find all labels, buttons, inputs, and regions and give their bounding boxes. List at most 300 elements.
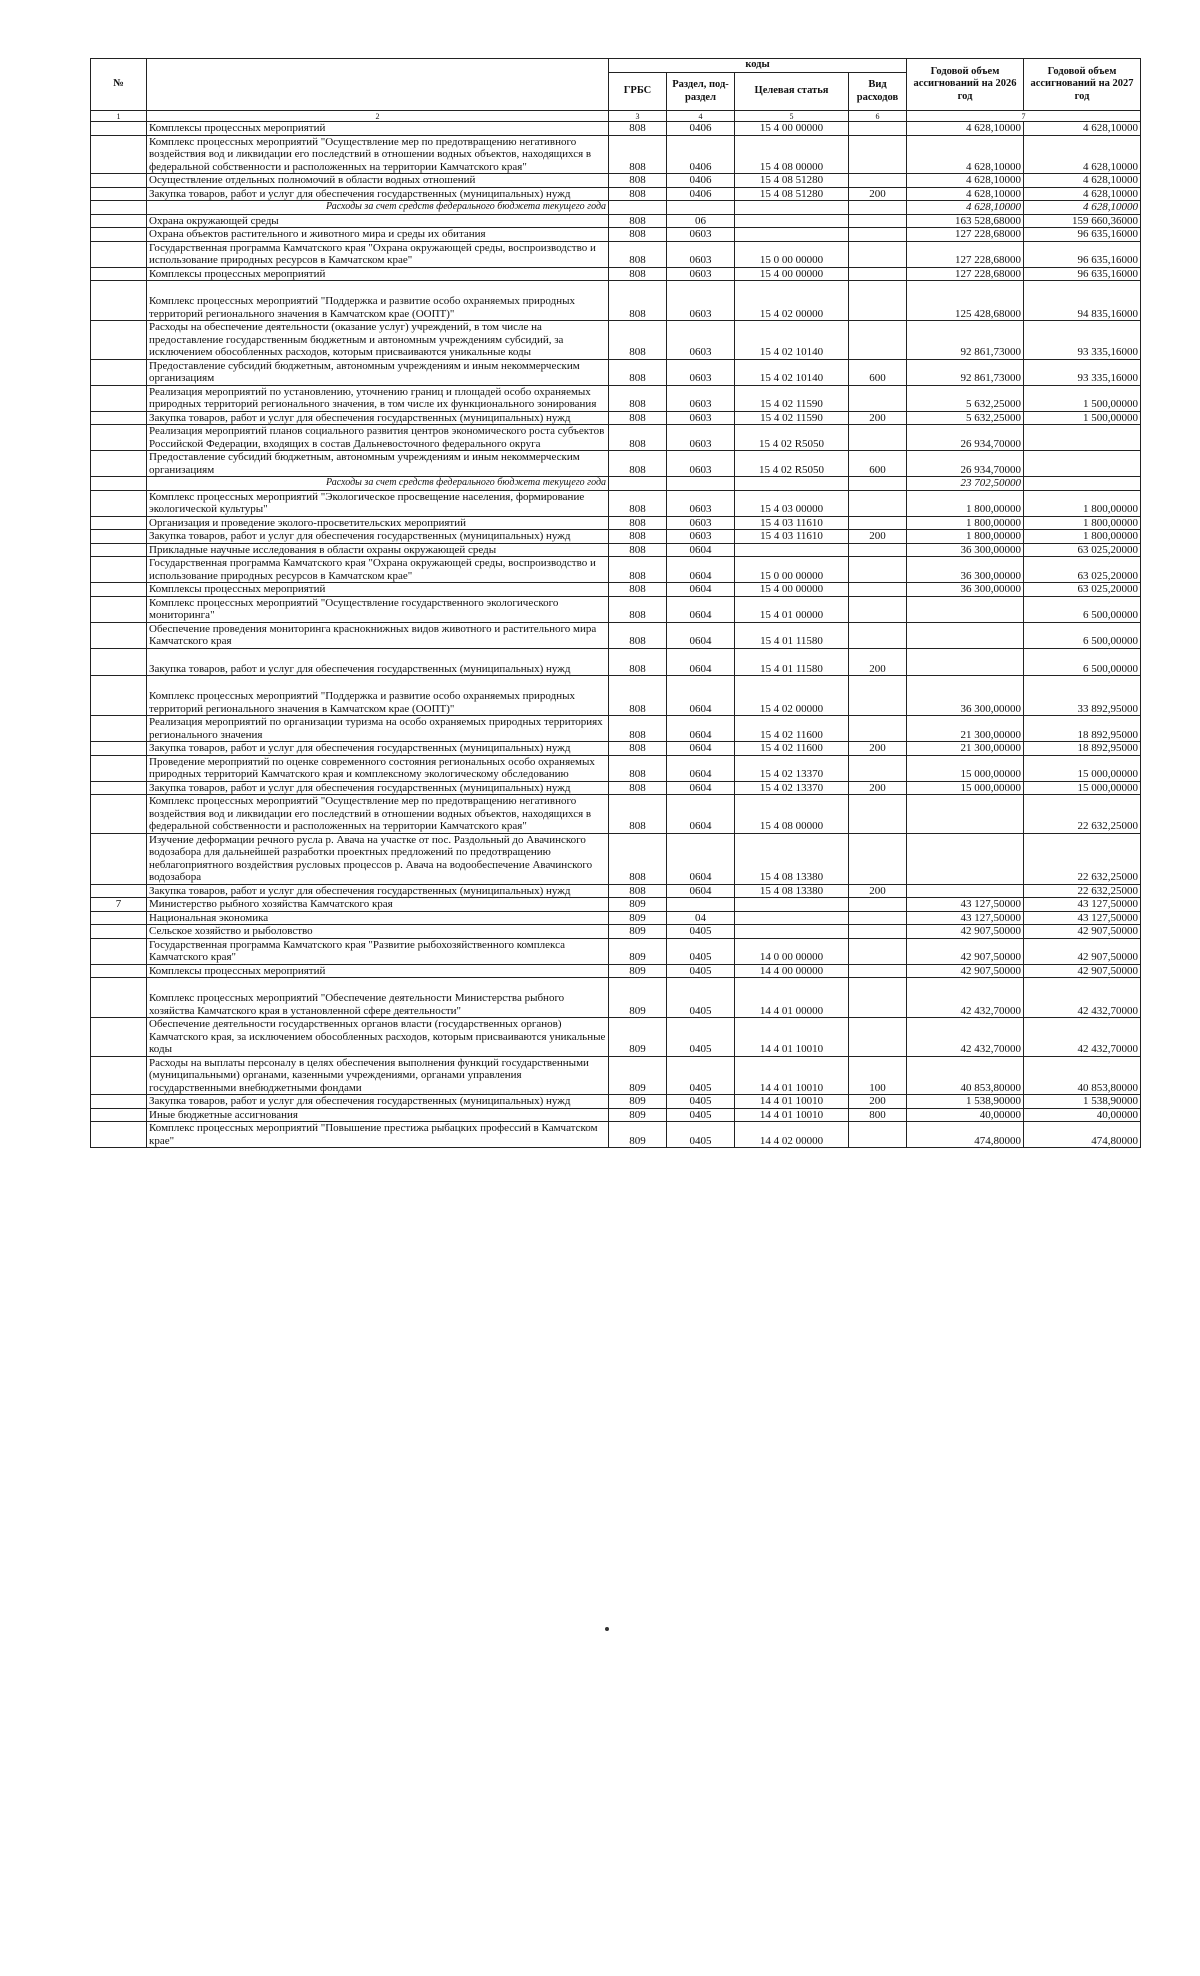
row-target-article: 15 4 03 11610: [735, 516, 849, 530]
row-name: Реализация мероприятий планов социального развития центров экономического роста субъектов Российской Федерации, входящих в состав Дальневосточного федерального округа: [147, 425, 609, 451]
row-section: 0405: [667, 925, 735, 939]
row-amount-2027: 93 335,16000: [1024, 321, 1141, 360]
row-section: 0405: [667, 1056, 735, 1095]
row-section: 0405: [667, 1108, 735, 1122]
row-amount-2026: 5 632,25000: [907, 411, 1024, 425]
row-grbs: 808: [609, 385, 667, 411]
table-row: [91, 648, 1141, 676]
row-target-article: 14 4 01 10010: [735, 1108, 849, 1122]
row-section: 0405: [667, 964, 735, 978]
table-row: [91, 795, 1141, 834]
row-target-article: 15 4 02 11590: [735, 385, 849, 411]
row-section: 0405: [667, 1018, 735, 1057]
row-section: 06: [667, 214, 735, 228]
row-target-article: 15 4 02 11600: [735, 742, 849, 756]
row-expense-type: 800: [849, 1108, 907, 1122]
row-grbs: 808: [609, 884, 667, 898]
row-name: Комплекс процессных мероприятий "Осуществление мер по предотвращению негативного воздействия вод и ликвидации его последствий в отношении водных объектов, находящихся в федеральной собственности и расположенных на территории Камчатского края": [147, 135, 609, 174]
row-grbs: 809: [609, 925, 667, 939]
row-section: 0604: [667, 742, 735, 756]
row-amount-2026: 36 300,00000: [907, 583, 1024, 597]
row-number: [91, 755, 147, 781]
row-grbs: 808: [609, 530, 667, 544]
table-row: [91, 622, 1141, 648]
row-amount-2026: [907, 795, 1024, 834]
row-target-article: 15 4 00 00000: [735, 583, 849, 597]
row-amount-2027: 474,80000: [1024, 1122, 1141, 1148]
row-amount-2026: 127 228,68000: [907, 228, 1024, 242]
row-amount-2026: 26 934,70000: [907, 425, 1024, 451]
row-target-article: 15 4 02 13370: [735, 755, 849, 781]
table-row: [91, 425, 1141, 451]
row-expense-type: [849, 490, 907, 516]
row-name: Расходы за счет средств федерального бюджета текущего года: [147, 477, 609, 491]
row-number: [91, 742, 147, 756]
row-number: [91, 425, 147, 451]
row-number: [91, 1122, 147, 1148]
row-number: [91, 267, 147, 281]
header-section: Раздел, под-раздел: [667, 73, 735, 111]
row-number: [91, 321, 147, 360]
row-grbs: 808: [609, 648, 667, 676]
row-section: 0405: [667, 1095, 735, 1109]
row-number: [91, 964, 147, 978]
row-number: [91, 795, 147, 834]
header-codes: коды: [609, 59, 907, 73]
table-row: [91, 1122, 1141, 1148]
row-grbs: 808: [609, 187, 667, 201]
row-amount-2026: 42 432,70000: [907, 978, 1024, 1018]
row-name: Комплексы процессных мероприятий: [147, 583, 609, 597]
row-number: [91, 1095, 147, 1109]
row-grbs: 808: [609, 281, 667, 321]
row-grbs: 809: [609, 1122, 667, 1148]
row-grbs: 808: [609, 596, 667, 622]
row-section: 0604: [667, 596, 735, 622]
row-amount-2027: 42 907,50000: [1024, 938, 1141, 964]
row-number: [91, 1108, 147, 1122]
row-amount-2026: 92 861,73000: [907, 359, 1024, 385]
row-number: [91, 228, 147, 242]
table-row: [91, 1108, 1141, 1122]
row-target-article: 15 4 02 10140: [735, 321, 849, 360]
row-grbs: 808: [609, 359, 667, 385]
row-grbs: 808: [609, 321, 667, 360]
row-number: [91, 596, 147, 622]
row-name: Закупка товаров, работ и услуг для обеспечения государственных (муниципальных) нужд: [147, 1095, 609, 1109]
row-amount-2026: 474,80000: [907, 1122, 1024, 1148]
row-section: 0603: [667, 451, 735, 477]
row-grbs: 808: [609, 174, 667, 188]
table-row: [91, 898, 1141, 912]
row-name: Охрана окружающей среды: [147, 214, 609, 228]
table-row: [91, 781, 1141, 795]
header-name: [147, 59, 609, 111]
row-section: 0603: [667, 241, 735, 267]
row-amount-2027: 96 635,16000: [1024, 241, 1141, 267]
row-target-article: 15 4 08 00000: [735, 795, 849, 834]
row-expense-type: [849, 385, 907, 411]
row-amount-2026: 15 000,00000: [907, 781, 1024, 795]
row-amount-2027: 1 800,00000: [1024, 516, 1141, 530]
header-grbs: ГРБС: [609, 73, 667, 111]
header-exp-type: Вид расходов: [849, 73, 907, 111]
row-target-article: [735, 898, 849, 912]
row-target-article: 14 4 01 00000: [735, 978, 849, 1018]
row-number: [91, 884, 147, 898]
table-row: [91, 543, 1141, 557]
row-name: Комплекс процессных мероприятий "Осуществление государственного экологического мониторинга": [147, 596, 609, 622]
row-amount-2027: 42 907,50000: [1024, 964, 1141, 978]
row-section: 0604: [667, 833, 735, 884]
row-expense-type: [849, 583, 907, 597]
row-grbs: 809: [609, 964, 667, 978]
row-expense-type: [849, 214, 907, 228]
row-grbs: 809: [609, 1056, 667, 1095]
row-grbs: 808: [609, 411, 667, 425]
row-expense-type: [849, 938, 907, 964]
row-number: [91, 241, 147, 267]
row-name: Иные бюджетные ассигнования: [147, 1108, 609, 1122]
row-amount-2027: 1 538,90000: [1024, 1095, 1141, 1109]
table-row: [91, 978, 1141, 1018]
row-expense-type: 200: [849, 1095, 907, 1109]
row-target-article: 15 4 08 13380: [735, 833, 849, 884]
row-grbs: 808: [609, 795, 667, 834]
row-name: Реализация мероприятий по организации туризма на особо охраняемых природных территориях регионального значения: [147, 716, 609, 742]
table-row: [91, 451, 1141, 477]
row-section: 0406: [667, 135, 735, 174]
row-amount-2026: [907, 884, 1024, 898]
row-target-article: 15 4 01 11580: [735, 622, 849, 648]
row-name: Реализация мероприятий по установлению, уточнению границ и площадей особо охраняемых природных территорий регионального значения, в том числе их функционального зонирования: [147, 385, 609, 411]
table-row: [91, 530, 1141, 544]
row-section: 04: [667, 911, 735, 925]
row-expense-type: [849, 898, 907, 912]
row-name: Комплексы процессных мероприятий: [147, 122, 609, 136]
row-amount-2027: 159 660,36000: [1024, 214, 1141, 228]
row-section: 0405: [667, 1122, 735, 1148]
row-name: Организация и проведение эколого-просветительских мероприятий: [147, 516, 609, 530]
col-number: 1: [91, 111, 147, 122]
row-amount-2027: [1024, 477, 1141, 491]
row-expense-type: [849, 267, 907, 281]
row-number: [91, 477, 147, 491]
row-target-article: 15 4 00 00000: [735, 267, 849, 281]
row-expense-type: 200: [849, 530, 907, 544]
row-grbs: 808: [609, 557, 667, 583]
row-number: [91, 781, 147, 795]
row-expense-type: [849, 321, 907, 360]
row-amount-2027: 22 632,25000: [1024, 884, 1141, 898]
header-2027: Годовой объем ассигнований на 2027 год: [1024, 59, 1141, 111]
row-target-article: [735, 228, 849, 242]
row-target-article: 15 4 02 11590: [735, 411, 849, 425]
table-row: [91, 201, 1141, 215]
table-row: [91, 1095, 1141, 1109]
row-grbs: 808: [609, 755, 667, 781]
header-target: Целевая статья: [735, 73, 849, 111]
row-amount-2026: 42 432,70000: [907, 1018, 1024, 1057]
table-row: [91, 385, 1141, 411]
table-row: [91, 174, 1141, 188]
row-amount-2026: [907, 596, 1024, 622]
row-section: 0604: [667, 583, 735, 597]
row-number: [91, 214, 147, 228]
row-expense-type: [849, 557, 907, 583]
row-target-article: 15 4 02 00000: [735, 281, 849, 321]
col-number: 4: [667, 111, 735, 122]
table-row: [91, 135, 1141, 174]
row-section: 0603: [667, 425, 735, 451]
table-row: [91, 477, 1141, 491]
row-target-article: 15 4 08 13380: [735, 884, 849, 898]
row-number: [91, 530, 147, 544]
row-amount-2027: 1 500,00000: [1024, 385, 1141, 411]
row-expense-type: 600: [849, 359, 907, 385]
row-expense-type: [849, 201, 907, 215]
row-number: [91, 174, 147, 188]
row-expense-type: [849, 516, 907, 530]
row-name: Прикладные научные исследования в области охраны окружающей среды: [147, 543, 609, 557]
row-amount-2026: 1 800,00000: [907, 490, 1024, 516]
row-name: Государственная программа Камчатского края "Охрана окружающей среды, воспроизводство и использование природных ресурсов в Камчатском крае": [147, 241, 609, 267]
row-name: Комплекс процессных мероприятий "Осуществление мер по предотвращению негативного воздействия вод и ликвидации его последствий в отношении водных объектов, находящихся в федеральной собственности и расположенных на территории Камчатского края": [147, 795, 609, 834]
row-expense-type: [849, 241, 907, 267]
row-target-article: 14 4 01 10010: [735, 1018, 849, 1057]
row-section: 0603: [667, 411, 735, 425]
row-grbs: 808: [609, 135, 667, 174]
row-number: [91, 201, 147, 215]
row-expense-type: [849, 795, 907, 834]
row-target-article: 15 4 02 13370: [735, 781, 849, 795]
row-grbs: 809: [609, 1108, 667, 1122]
row-amount-2027: 43 127,50000: [1024, 911, 1141, 925]
row-grbs: 808: [609, 622, 667, 648]
row-target-article: 14 4 00 00000: [735, 964, 849, 978]
row-section: 0406: [667, 174, 735, 188]
row-amount-2027: 22 632,25000: [1024, 833, 1141, 884]
row-number: [91, 978, 147, 1018]
row-section: 0603: [667, 530, 735, 544]
row-number: [91, 135, 147, 174]
table-row: [91, 411, 1141, 425]
row-section: 0604: [667, 676, 735, 716]
row-name: Расходы на выплаты персоналу в целях обеспечения выполнения функций государственными (муниципальными) органами, казенными учреждениями, органами управления государственными внебюджетными фондами: [147, 1056, 609, 1095]
page-dot: [605, 1627, 609, 1631]
row-target-article: [735, 477, 849, 491]
row-section: 0406: [667, 122, 735, 136]
row-expense-type: [849, 925, 907, 939]
row-amount-2027: [1024, 425, 1141, 451]
row-amount-2027: 94 835,16000: [1024, 281, 1141, 321]
table-row: [91, 884, 1141, 898]
row-name: Национальная экономика: [147, 911, 609, 925]
row-name: Сельское хозяйство и рыболовство: [147, 925, 609, 939]
row-amount-2027: 96 635,16000: [1024, 228, 1141, 242]
row-amount-2027: 22 632,25000: [1024, 795, 1141, 834]
row-amount-2027: 1 800,00000: [1024, 490, 1141, 516]
row-grbs: [609, 477, 667, 491]
row-name: Комплекс процессных мероприятий "Поддержка и развитие особо охраняемых природных территорий регионального значения в Камчатском крае (ООПТ)": [147, 281, 609, 321]
table-row: [91, 596, 1141, 622]
row-name: Закупка товаров, работ и услуг для обеспечения государственных (муниципальных) нужд: [147, 648, 609, 676]
row-number: [91, 833, 147, 884]
row-target-article: 15 0 00 00000: [735, 241, 849, 267]
row-amount-2027: 40,00000: [1024, 1108, 1141, 1122]
row-section: [667, 898, 735, 912]
row-section: 0405: [667, 938, 735, 964]
row-expense-type: 600: [849, 451, 907, 477]
header-num: №: [91, 59, 147, 111]
row-number: [91, 516, 147, 530]
row-section: 0604: [667, 716, 735, 742]
table-row: [91, 228, 1141, 242]
row-amount-2026: 21 300,00000: [907, 716, 1024, 742]
table-row: [91, 214, 1141, 228]
row-number: [91, 676, 147, 716]
col-number: 3: [609, 111, 667, 122]
row-amount-2027: 4 628,10000: [1024, 174, 1141, 188]
row-amount-2026: 4 628,10000: [907, 174, 1024, 188]
row-number: [91, 925, 147, 939]
row-amount-2027: 42 907,50000: [1024, 925, 1141, 939]
row-target-article: 15 4 08 51280: [735, 174, 849, 188]
row-name: Осуществление отдельных полномочий в области водных отношений: [147, 174, 609, 188]
row-amount-2026: 42 907,50000: [907, 938, 1024, 964]
row-target-article: 15 4 02 R5050: [735, 425, 849, 451]
row-expense-type: [849, 964, 907, 978]
row-target-article: 15 4 00 00000: [735, 122, 849, 136]
row-name: Комплекс процессных мероприятий "Обеспечение деятельности Министерства рыбного хозяйства Камчатского края в установленной сфере деятельности": [147, 978, 609, 1018]
col-number: 5: [735, 111, 849, 122]
row-expense-type: [849, 228, 907, 242]
row-amount-2027: 33 892,95000: [1024, 676, 1141, 716]
row-target-article: 14 4 02 00000: [735, 1122, 849, 1148]
budget-table: [90, 58, 1141, 1148]
row-number: [91, 1056, 147, 1095]
row-expense-type: [849, 596, 907, 622]
row-section: 0603: [667, 516, 735, 530]
row-target-article: [735, 925, 849, 939]
row-name: Обеспечение проведения мониторинга краснокнижных видов животного и растительного мира Камчатского края: [147, 622, 609, 648]
table-row: [91, 281, 1141, 321]
row-expense-type: [849, 1122, 907, 1148]
row-amount-2026: [907, 648, 1024, 676]
row-grbs: 808: [609, 583, 667, 597]
row-target-article: 15 0 00 00000: [735, 557, 849, 583]
row-expense-type: 200: [849, 884, 907, 898]
row-amount-2027: 63 025,20000: [1024, 543, 1141, 557]
row-grbs: 808: [609, 122, 667, 136]
row-grbs: 808: [609, 267, 667, 281]
row-amount-2027: 18 892,95000: [1024, 742, 1141, 756]
row-expense-type: 200: [849, 648, 907, 676]
row-expense-type: [849, 477, 907, 491]
row-section: 0603: [667, 267, 735, 281]
row-grbs: 809: [609, 1018, 667, 1057]
row-amount-2026: 1 800,00000: [907, 530, 1024, 544]
row-name: Охрана объектов растительного и животного мира и среды их обитания: [147, 228, 609, 242]
row-number: [91, 187, 147, 201]
row-target-article: 15 4 08 00000: [735, 135, 849, 174]
row-grbs: 809: [609, 938, 667, 964]
table-row: [91, 911, 1141, 925]
table-row: [91, 267, 1141, 281]
row-target-article: 15 4 08 51280: [735, 187, 849, 201]
row-number: [91, 1018, 147, 1057]
row-amount-2027: 18 892,95000: [1024, 716, 1141, 742]
row-amount-2026: 4 628,10000: [907, 187, 1024, 201]
row-grbs: [609, 201, 667, 215]
table-row: [91, 833, 1141, 884]
row-name: Закупка товаров, работ и услуг для обеспечения государственных (муниципальных) нужд: [147, 884, 609, 898]
row-target-article: 15 4 02 11600: [735, 716, 849, 742]
row-grbs: 809: [609, 898, 667, 912]
row-expense-type: [849, 716, 907, 742]
row-target-article: 14 0 00 00000: [735, 938, 849, 964]
row-amount-2026: 40,00000: [907, 1108, 1024, 1122]
row-target-article: 15 4 01 11580: [735, 648, 849, 676]
row-amount-2026: 5 632,25000: [907, 385, 1024, 411]
row-amount-2026: 21 300,00000: [907, 742, 1024, 756]
row-expense-type: [849, 135, 907, 174]
row-grbs: 808: [609, 241, 667, 267]
table-row: [91, 742, 1141, 756]
row-amount-2026: 4 628,10000: [907, 135, 1024, 174]
row-grbs: 809: [609, 1095, 667, 1109]
row-grbs: 808: [609, 490, 667, 516]
row-section: 0604: [667, 755, 735, 781]
row-number: [91, 583, 147, 597]
col-number: 2: [147, 111, 609, 122]
row-number: [91, 543, 147, 557]
table-row: [91, 1018, 1141, 1057]
table-row: [91, 516, 1141, 530]
row-amount-2026: 163 528,68000: [907, 214, 1024, 228]
row-number: [91, 385, 147, 411]
row-number: [91, 648, 147, 676]
row-number: 7: [91, 898, 147, 912]
row-grbs: 808: [609, 676, 667, 716]
row-amount-2026: 43 127,50000: [907, 898, 1024, 912]
row-section: 0603: [667, 321, 735, 360]
table-row: [91, 716, 1141, 742]
row-amount-2026: [907, 833, 1024, 884]
row-expense-type: [849, 174, 907, 188]
row-section: 0604: [667, 795, 735, 834]
table-body: [91, 122, 1141, 1148]
row-amount-2026: 43 127,50000: [907, 911, 1024, 925]
row-target-article: [735, 214, 849, 228]
row-expense-type: [849, 833, 907, 884]
row-target-article: 15 4 02 R5050: [735, 451, 849, 477]
table-row: [91, 557, 1141, 583]
row-target-article: [735, 201, 849, 215]
row-amount-2027: 6 500,00000: [1024, 648, 1141, 676]
row-amount-2027: [1024, 451, 1141, 477]
row-name: Закупка товаров, работ и услуг для обеспечения государственных (муниципальных) нужд: [147, 530, 609, 544]
row-number: [91, 122, 147, 136]
row-amount-2027: 4 628,10000: [1024, 201, 1141, 215]
col-number: 7: [907, 111, 1141, 122]
row-grbs: 808: [609, 516, 667, 530]
row-name: Проведение мероприятий по оценке современного состояния региональных особо охраняемых природных территорий Камчатского края и комплексному экологическому обследованию: [147, 755, 609, 781]
row-name: Комплексы процессных мероприятий: [147, 267, 609, 281]
row-target-article: 15 4 01 00000: [735, 596, 849, 622]
row-section: 0604: [667, 648, 735, 676]
row-number: [91, 938, 147, 964]
